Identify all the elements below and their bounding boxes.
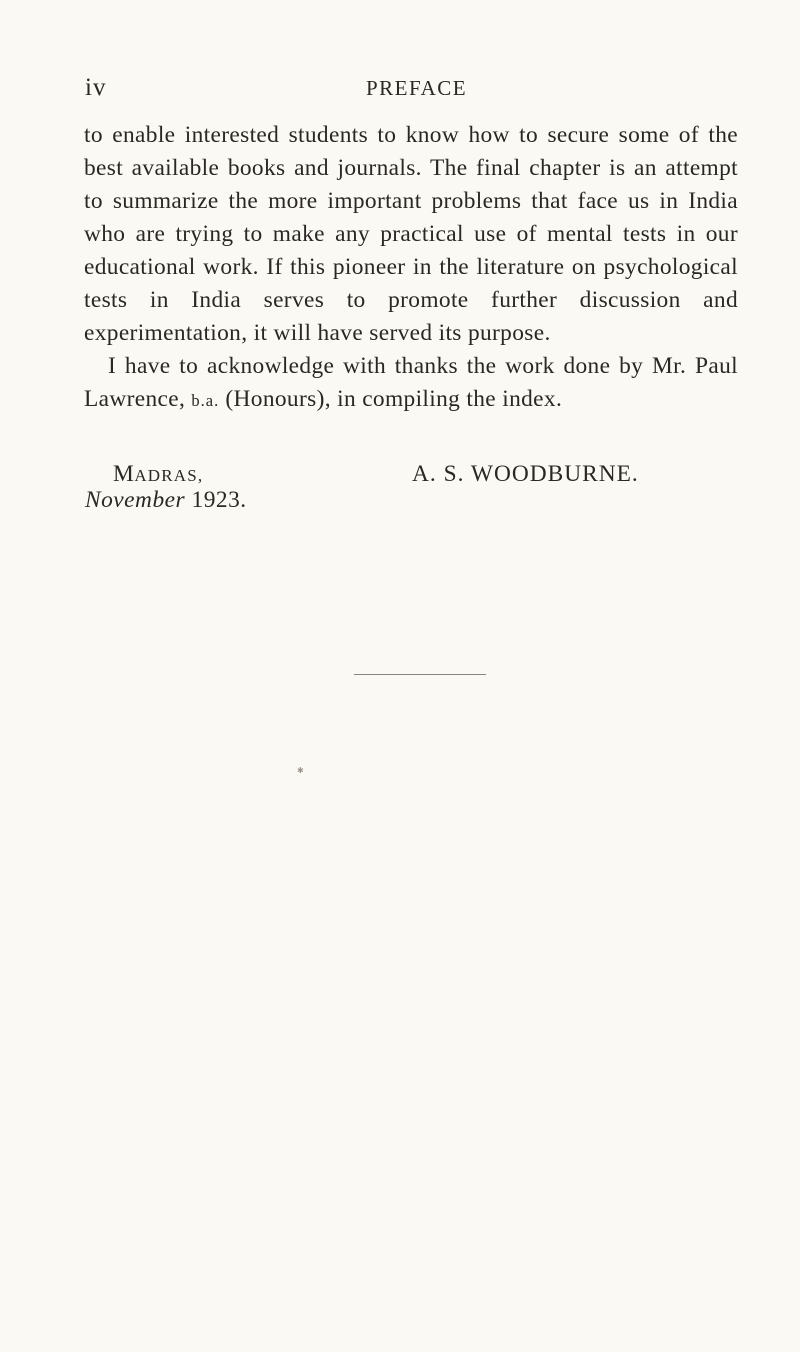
paragraph-1: to enable interested students to know how to secure some of the best available books and journals. The final chapter is an attempt to summarize the more important problems that face us in India who are trying to make any practical use of mental tests in our educational work. If this pioneer in the literature on psychological tests in India serves to promote further discussion and experimentation, it will have served its purpose. (84, 122, 738, 346)
degree-abbreviation: b.a. (191, 391, 220, 410)
place (113, 461, 203, 488)
asterisk-mark-icon: ✱ (297, 766, 304, 775)
author-name: A. S. WOODBURNE. (412, 461, 639, 487)
section-rule (354, 674, 486, 675)
paragraph-2 (84, 350, 738, 417)
paragraph-2-text-before: I have to acknowledge with thanks the work done by Mr. Paul Lawrence, (84, 353, 738, 412)
place-initial: M (113, 461, 135, 487)
running-head: PREFACE (366, 76, 468, 100)
signoff (0, 455, 800, 535)
page-number: iv (85, 74, 107, 101)
year: 1923. (191, 487, 247, 513)
date (85, 487, 247, 514)
month: November (85, 487, 186, 513)
preface-body (84, 119, 738, 417)
paragraph-2-text-after: (Honours), in compiling the index. (219, 386, 563, 412)
place-rest: ADRAS, (134, 466, 204, 485)
